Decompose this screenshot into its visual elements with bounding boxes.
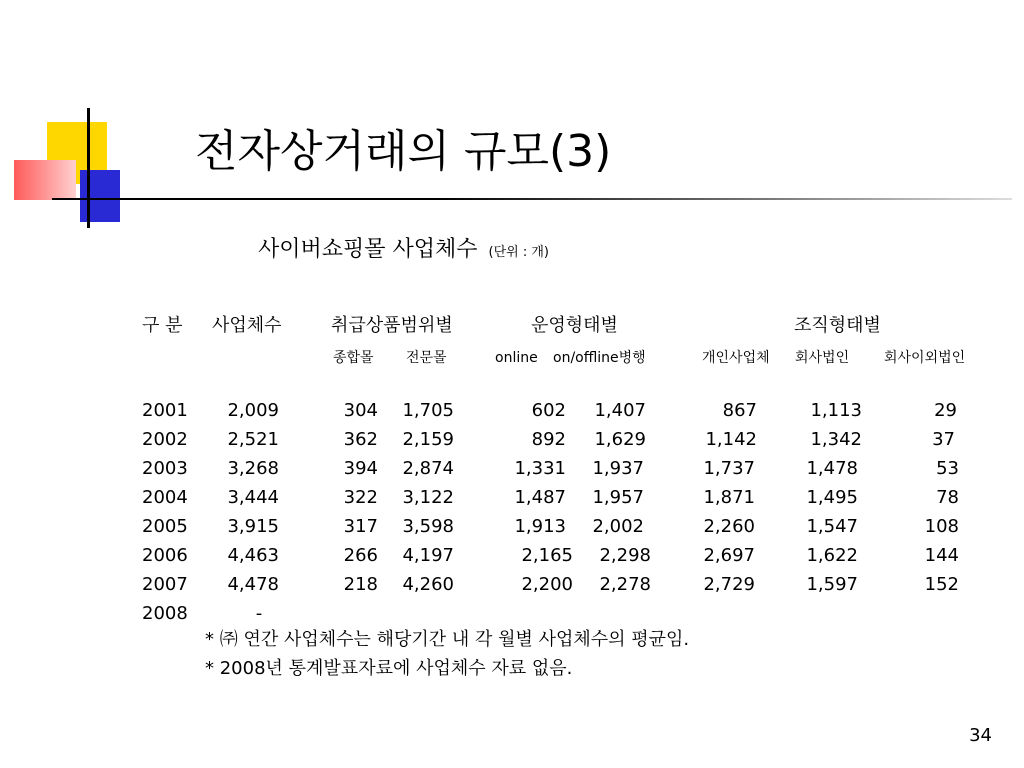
cell-general-mall: 304 <box>343 400 378 421</box>
table-caption-text: 사이버쇼핑몰 사업체수 <box>258 237 478 262</box>
cell-online-offline: 1,407 <box>594 400 646 421</box>
cell-online-offline: 1,957 <box>592 487 644 508</box>
subheader-individual: 개인사업체 <box>702 350 770 366</box>
cell-online: 1,487 <box>514 487 566 508</box>
footnote: * 2008년 통계발표자료에 사업체수 자료 없음. <box>205 658 573 679</box>
table-row <box>0 397 1024 425</box>
cell-specialty-mall: 4,197 <box>402 545 454 566</box>
page-number: 34 <box>969 725 992 746</box>
cell-total: 2,521 <box>227 429 279 450</box>
cell-individual: 867 <box>722 400 757 421</box>
cell-total: 3,444 <box>227 487 279 508</box>
cell-non-corporation: 144 <box>924 545 959 566</box>
header-operation-type: 운영형태별 <box>531 315 618 336</box>
cell-total: 4,478 <box>227 574 279 595</box>
subheader-specialty-mall: 전문몰 <box>406 350 447 366</box>
table-row <box>0 600 1024 628</box>
cell-non-corporation: 53 <box>936 458 959 479</box>
cell-corporation: 1,495 <box>806 487 858 508</box>
cell-corporation: 1,113 <box>810 400 862 421</box>
table-row <box>0 571 1024 599</box>
cell-general-mall: 266 <box>343 545 378 566</box>
cell-year: 2007 <box>142 574 188 595</box>
cell-general-mall: 362 <box>343 429 378 450</box>
cell-corporation: 1,342 <box>810 429 862 450</box>
cell-year: 2008 <box>142 603 188 624</box>
cell-corporation: 1,622 <box>806 545 858 566</box>
cell-total: 2,009 <box>227 400 279 421</box>
header-organization-type: 조직형태별 <box>794 315 881 336</box>
cell-non-corporation: 37 <box>932 429 955 450</box>
cell-non-corporation: 29 <box>934 400 957 421</box>
table-row <box>0 426 1024 454</box>
cell-year: 2002 <box>142 429 188 450</box>
cell-online-offline: 2,002 <box>592 516 644 537</box>
cell-non-corporation: 152 <box>924 574 959 595</box>
cell-online-offline: 1,629 <box>594 429 646 450</box>
cell-year: 2001 <box>142 400 188 421</box>
cell-year: 2004 <box>142 487 188 508</box>
table-row <box>0 542 1024 570</box>
footnote: * ㈜ 연간 사업체수는 해당기간 내 각 월별 사업체수의 평균임. <box>205 629 690 650</box>
cell-online: 2,200 <box>521 574 573 595</box>
title-underline <box>52 198 1012 200</box>
cell-total: - <box>255 603 263 624</box>
cell-general-mall: 394 <box>343 458 378 479</box>
subheader-non-corporation: 회사이외법인 <box>884 350 966 366</box>
subheader-online: online <box>495 350 538 366</box>
table-row <box>0 484 1024 512</box>
cell-online: 1,331 <box>514 458 566 479</box>
cell-online: 892 <box>531 429 566 450</box>
subheader-general-mall: 종합몰 <box>333 350 374 366</box>
header-category: 구 분 <box>142 315 183 336</box>
cell-individual: 1,142 <box>705 429 757 450</box>
cell-individual: 2,729 <box>703 574 755 595</box>
cell-individual: 2,260 <box>703 516 755 537</box>
cell-specialty-mall: 3,122 <box>402 487 454 508</box>
cell-corporation: 1,597 <box>806 574 858 595</box>
cell-specialty-mall: 2,874 <box>402 458 454 479</box>
cell-total: 4,463 <box>227 545 279 566</box>
cell-general-mall: 317 <box>343 516 378 537</box>
table-caption <box>258 234 549 269</box>
cell-year: 2005 <box>142 516 188 537</box>
cell-individual: 1,737 <box>703 458 755 479</box>
unit-label: (단위 : 개) <box>488 245 549 260</box>
cell-specialty-mall: 4,260 <box>402 574 454 595</box>
decorative-vertical-line <box>87 108 90 228</box>
cell-specialty-mall: 2,159 <box>402 429 454 450</box>
cell-online-offline: 2,298 <box>599 545 651 566</box>
header-total: 사업체수 <box>212 315 282 336</box>
cell-individual: 2,697 <box>703 545 755 566</box>
cell-total: 3,915 <box>227 516 279 537</box>
cell-year: 2003 <box>142 458 188 479</box>
cell-online: 1,913 <box>514 516 566 537</box>
subheader-online-offline: on/offline병행 <box>553 350 646 366</box>
cell-total: 3,268 <box>227 458 279 479</box>
table-row <box>0 455 1024 483</box>
slide-title: 전자상거래의 규모(3) <box>195 126 612 177</box>
header-product-range: 취급상품범위별 <box>331 315 453 336</box>
cell-general-mall: 218 <box>343 574 378 595</box>
cell-specialty-mall: 3,598 <box>402 516 454 537</box>
decorative-red-square <box>14 160 76 200</box>
cell-year: 2006 <box>142 545 188 566</box>
table-row <box>0 513 1024 541</box>
cell-online-offline: 2,278 <box>599 574 651 595</box>
decorative-blue-square <box>80 170 120 222</box>
cell-corporation: 1,478 <box>806 458 858 479</box>
cell-non-corporation: 108 <box>924 516 959 537</box>
cell-corporation: 1,547 <box>806 516 858 537</box>
cell-online: 2,165 <box>521 545 573 566</box>
cell-online: 602 <box>531 400 566 421</box>
cell-specialty-mall: 1,705 <box>402 400 454 421</box>
subheader-corporation: 회사법인 <box>795 350 850 366</box>
cell-individual: 1,871 <box>703 487 755 508</box>
cell-general-mall: 322 <box>343 487 378 508</box>
cell-non-corporation: 78 <box>936 487 959 508</box>
cell-online-offline: 1,937 <box>592 458 644 479</box>
